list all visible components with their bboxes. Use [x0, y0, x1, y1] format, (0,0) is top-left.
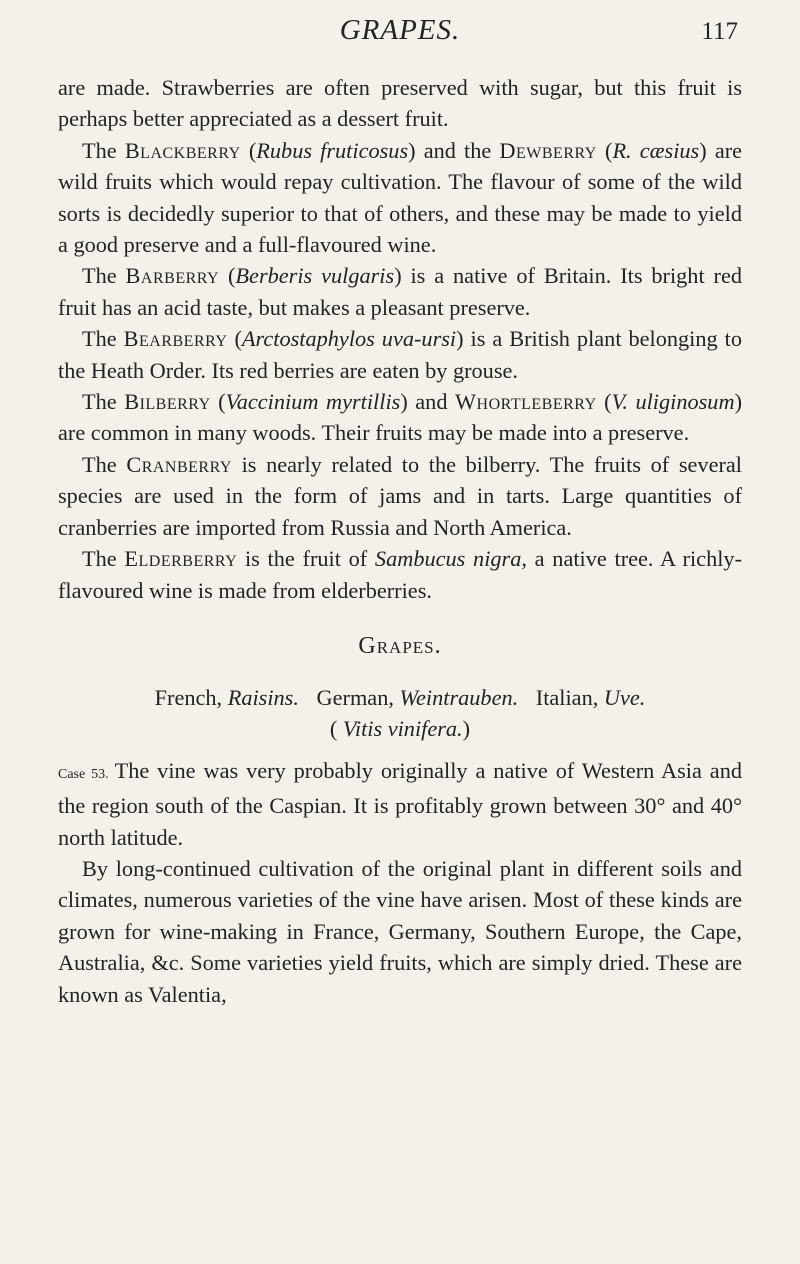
latin-name: Vitis vinifera.	[342, 716, 463, 742]
latin-name: Vaccinium myrtillis	[225, 389, 401, 415]
paragraph-blackberry	[58, 135, 742, 261]
paragraph-elderberry	[58, 543, 742, 606]
paragraph-bilberry	[58, 386, 742, 449]
text: The	[82, 137, 125, 163]
fruit-name-bilberry: Bilberry	[124, 389, 211, 415]
section-heading: Grapes.	[358, 632, 442, 659]
fruit-name-bearberry: Bearberry	[123, 326, 228, 352]
text: ) is a native of Britain. Its bright red fruit has an acid taste, but makes a pleasant preserve.	[58, 263, 742, 320]
text: ) are wild fruits which would repay cultivation. The flavour of some of the wild sorts is decidedly superior to that of others, and these may be made to yield a good preserve and a full-flavoured wine.	[58, 137, 743, 258]
text: ) and	[400, 389, 455, 415]
text: is nearly related to the bilberry. The fruits of several species are used in the form of jams and in tarts. Large quantities of cranberries are imported from Russia and North America.	[58, 451, 742, 540]
translations-line	[58, 682, 742, 713]
latin-name: Rubus fruticosus	[256, 137, 409, 163]
french-name: Raisins.	[227, 684, 299, 710]
latin-name: Arctostaphylos uva-ursi	[241, 326, 457, 352]
text: (	[329, 716, 343, 742]
italian-label: Italian,	[535, 684, 599, 710]
running-head	[0, 14, 800, 54]
fruit-name-whortleberry: Whortleberry	[455, 389, 597, 415]
case-label: Case 53.	[58, 766, 109, 782]
fruit-name-cranberry: Cranberry	[126, 451, 232, 477]
fruit-name-blackberry: Blackberry	[124, 137, 241, 163]
latin-name: V. uliginosum	[611, 389, 735, 415]
text: (	[219, 263, 236, 289]
text: (	[596, 389, 612, 415]
text: The	[82, 546, 125, 572]
page-body	[58, 72, 742, 1010]
latin-name: Sambucus nigra	[374, 546, 522, 572]
latin-name-line	[58, 713, 742, 744]
french-label: French,	[154, 684, 223, 710]
running-title: GRAPES.	[339, 14, 461, 46]
paragraph-vine-varieties: By long-continued cultivation of the original plant in different soils and climates, numerous varieties of the vine have arisen. Most of these kinds are grown for wine-making in France, Germany, Southern Europe, the Cape, Australia, &c. Some varieties yield fruits, which are simply dried. These are known as Valentia,	[58, 855, 742, 1007]
text: (	[240, 137, 257, 163]
latin-name: Berberis vulgaris	[235, 263, 395, 289]
text: The	[82, 263, 126, 289]
text: ) is a British plant belonging to the Heath Order. Its red berries are eaten by grouse.	[58, 326, 742, 383]
text: )	[462, 716, 471, 742]
latin-name: R. cæsius	[612, 137, 700, 163]
text: The	[82, 389, 125, 415]
paragraph-vine-origin	[58, 755, 742, 853]
text: (	[596, 137, 613, 163]
text: (	[210, 389, 226, 415]
text: , a native tree. A richly-flavoured wine is made from elderberries.	[58, 546, 742, 603]
text: The	[82, 451, 127, 477]
text: (	[227, 326, 242, 352]
paragraph-cranberry	[58, 449, 742, 543]
fruit-name-dewberry: Dewberry	[499, 137, 597, 163]
fruit-name-barberry: Barberry	[125, 263, 220, 289]
fruit-name-elderberry: Elderberry	[124, 546, 238, 572]
paragraph-bearberry	[58, 323, 742, 386]
text: ) and the	[408, 137, 500, 163]
page-number: 117	[701, 18, 738, 45]
text: The vine was very probably originally a native of Western Asia and the region south of the Caspian. It is profitably grown between 30° and 40° north latitude.	[58, 757, 742, 850]
german-name: Weintrauben.	[399, 684, 519, 710]
text: The	[82, 326, 124, 352]
paragraph-strawberries: are made. Strawberries are often preserved with sugar, but this fruit is perhaps better appreciated as a dessert fruit.	[58, 75, 742, 132]
german-label: German,	[316, 684, 394, 710]
text: ) are common in many woods. Their fruits may be made into a preserve.	[58, 389, 742, 446]
paragraph-barberry	[58, 260, 742, 323]
italian-name: Uve.	[603, 684, 646, 710]
text: is the fruit of	[237, 546, 375, 572]
